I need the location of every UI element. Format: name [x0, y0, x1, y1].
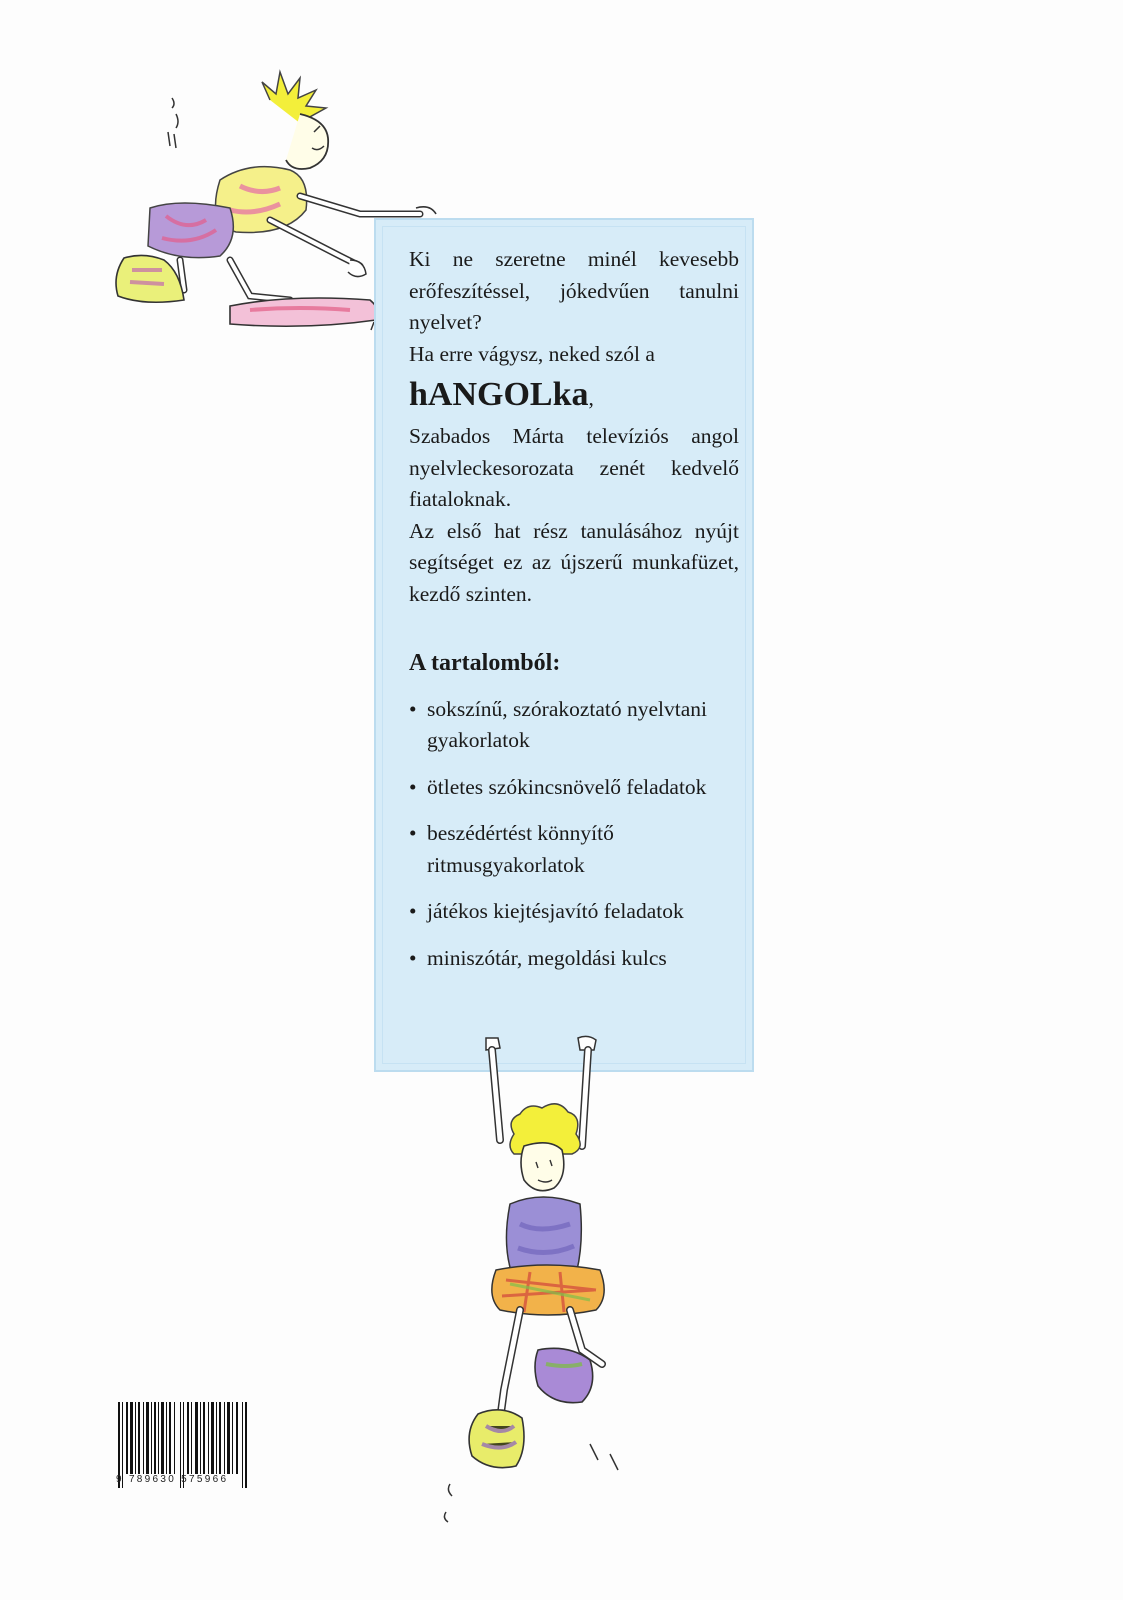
intro-invitation: Ha erre vágysz, neked szól a — [409, 341, 655, 366]
list-item — [409, 818, 739, 881]
list-item — [409, 943, 739, 975]
contents-list — [409, 694, 739, 975]
description-paragraph: Szabados Márta televíziós angol nyelvleckesorozata zenét kedvelő fiataloknak. — [409, 424, 739, 511]
list-item-text: sokszínű, szórakoztató nyelvtani gyakorlatok — [427, 696, 708, 752]
brand-comma: , — [588, 386, 594, 410]
purpose-paragraph: Az első hat rész tanulásához nyújt segítséget ez az újszerű munkafüzet, kezdő szinten. — [409, 518, 739, 606]
intro-paragraph: Ki ne szeretne minél kevesebb erőfeszítéssel, jókedvűen tanulni nyelvet? — [409, 247, 739, 334]
brand-name: hANGOLka — [409, 376, 589, 413]
bullet-icon: • — [409, 821, 417, 845]
info-text — [409, 244, 739, 989]
list-item-text: játékos kiejtésjavító feladatok — [427, 899, 684, 923]
list-item — [409, 772, 739, 804]
list-item — [409, 896, 739, 928]
list-item-text: miniszótár, megoldási kulcs — [427, 945, 667, 970]
list-item-text: ötletes szókincsnövelő feladatok — [427, 774, 707, 799]
girl-hanging-illustration — [440, 1034, 650, 1554]
list-item — [409, 694, 739, 757]
list-item-text: beszédértést könnyítő ritmusgyakorlatok — [427, 821, 614, 877]
bullet-icon: • — [409, 774, 417, 799]
bullet-icon: • — [409, 696, 417, 721]
barcode-number: 9 789630 575966 — [116, 1474, 229, 1485]
bullet-icon: • — [409, 899, 417, 923]
brand-line — [409, 372, 739, 421]
info-box — [374, 218, 754, 1072]
bullet-icon: • — [409, 945, 417, 970]
contents-title: A tartalomból: — [409, 650, 561, 676]
